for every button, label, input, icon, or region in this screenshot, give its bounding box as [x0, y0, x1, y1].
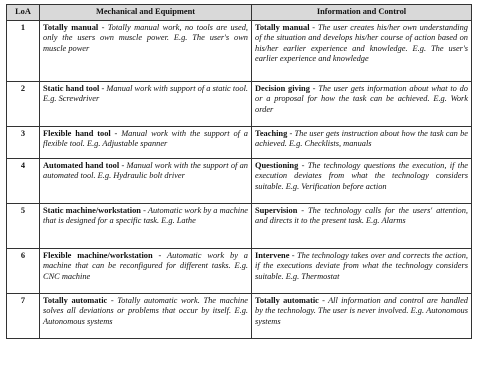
- header-loa: LoA: [7, 5, 40, 21]
- mechanical-cell: [40, 159, 252, 204]
- information-cell: [252, 127, 472, 159]
- loa-level: 6: [7, 249, 40, 294]
- header-mechanical: Mechanical and Equipment: [40, 5, 252, 21]
- mechanical-description: - Manual work with support of a static tool. E.g. Screwdriver: [43, 84, 248, 104]
- mechanical-term: Static hand tool: [43, 84, 100, 93]
- mechanical-term: Flexible machine/workstation: [43, 251, 153, 260]
- information-term: Supervision: [255, 206, 298, 215]
- information-term: Totally manual: [255, 23, 310, 32]
- mechanical-description: - Totally automatic work. The machine solves all deviations or problems that occur by itself. E.g. Autonomous systems: [43, 296, 248, 326]
- header-information: Information and Control: [252, 5, 472, 21]
- mechanical-term: Static machine/workstation: [43, 206, 141, 215]
- mechanical-cell: [40, 82, 252, 127]
- mechanical-description: - Totally manual work, no tools are used, only the users own muscle power. E.g. The user's own muscle power: [43, 23, 248, 53]
- information-description: - The technology questions the execution, if the execution deviates from what the technology considers suitable. E.g. Verification before action: [255, 161, 468, 191]
- information-term: Totally automatic: [255, 296, 319, 305]
- loa-level: 1: [7, 21, 40, 82]
- table-row: [7, 82, 472, 127]
- loa-level: 5: [7, 204, 40, 249]
- information-term: Intervene: [255, 251, 290, 260]
- information-cell: [252, 294, 472, 339]
- mechanical-term: Automated hand tool: [43, 161, 120, 170]
- table-row: [7, 204, 472, 249]
- loa-table: [6, 4, 472, 339]
- mechanical-term: Totally manual: [43, 23, 99, 32]
- information-term: Questioning: [255, 161, 299, 170]
- information-cell: [252, 82, 472, 127]
- table-row: [7, 294, 472, 339]
- information-term: Decision giving: [255, 84, 310, 93]
- loa-level: 2: [7, 82, 40, 127]
- loa-level: 7: [7, 294, 40, 339]
- information-cell: [252, 204, 472, 249]
- loa-level: 3: [7, 127, 40, 159]
- information-description: - The user creates his/her own understanding of the situation and develops his/her course of action based on his/her earlier experience and knowledge. E.g. The user's earlier experience and knowledge: [255, 23, 468, 63]
- table-row: [7, 159, 472, 204]
- information-cell: [252, 159, 472, 204]
- table-row: [7, 127, 472, 159]
- table-row: [7, 21, 472, 82]
- information-term: Teaching: [255, 129, 288, 138]
- mechanical-cell: [40, 249, 252, 294]
- information-description: - The user gets instruction about how the task can be achieved. E.g. Checklists, manuals: [255, 129, 468, 149]
- mechanical-cell: [40, 294, 252, 339]
- loa-level: 4: [7, 159, 40, 204]
- information-cell: [252, 21, 472, 82]
- mechanical-description: - Manual work with the support of a flexible tool. E.g. Adjustable spanner: [43, 129, 248, 149]
- information-description: - The user gets information about what to do or a proposal for how the task can be achieved. E.g. Work order: [255, 84, 468, 114]
- information-cell: [252, 249, 472, 294]
- table-row: [7, 249, 472, 294]
- mechanical-term: Flexible hand tool: [43, 129, 111, 138]
- information-description: - The technology calls for the users' attention, and directs it to the present task. E.g. Alarms: [255, 206, 468, 226]
- mechanical-cell: [40, 21, 252, 82]
- mechanical-cell: [40, 204, 252, 249]
- mechanical-term: Totally automatic: [43, 296, 108, 305]
- mechanical-description: - Manual work with the support of an automated tool. E.g. Hydraulic bolt driver: [43, 161, 248, 181]
- information-description: - The technology takes over and corrects the action, if the executions deviate from what the technology considers suitable. E.g. Thermostat: [255, 251, 468, 281]
- mechanical-description: - Automatic work by a machine that can be reconfigured for different tasks. E.g. CNC machine: [43, 251, 248, 281]
- mechanical-cell: [40, 127, 252, 159]
- mechanical-description: - Automatic work by a machine that is designed for a specific task. E.g. Lathe: [43, 206, 248, 226]
- information-description: - All information and control are handled by the technology. The user is never involved. E.g. Autonomous systems: [255, 296, 468, 326]
- table-header-row: [7, 5, 472, 21]
